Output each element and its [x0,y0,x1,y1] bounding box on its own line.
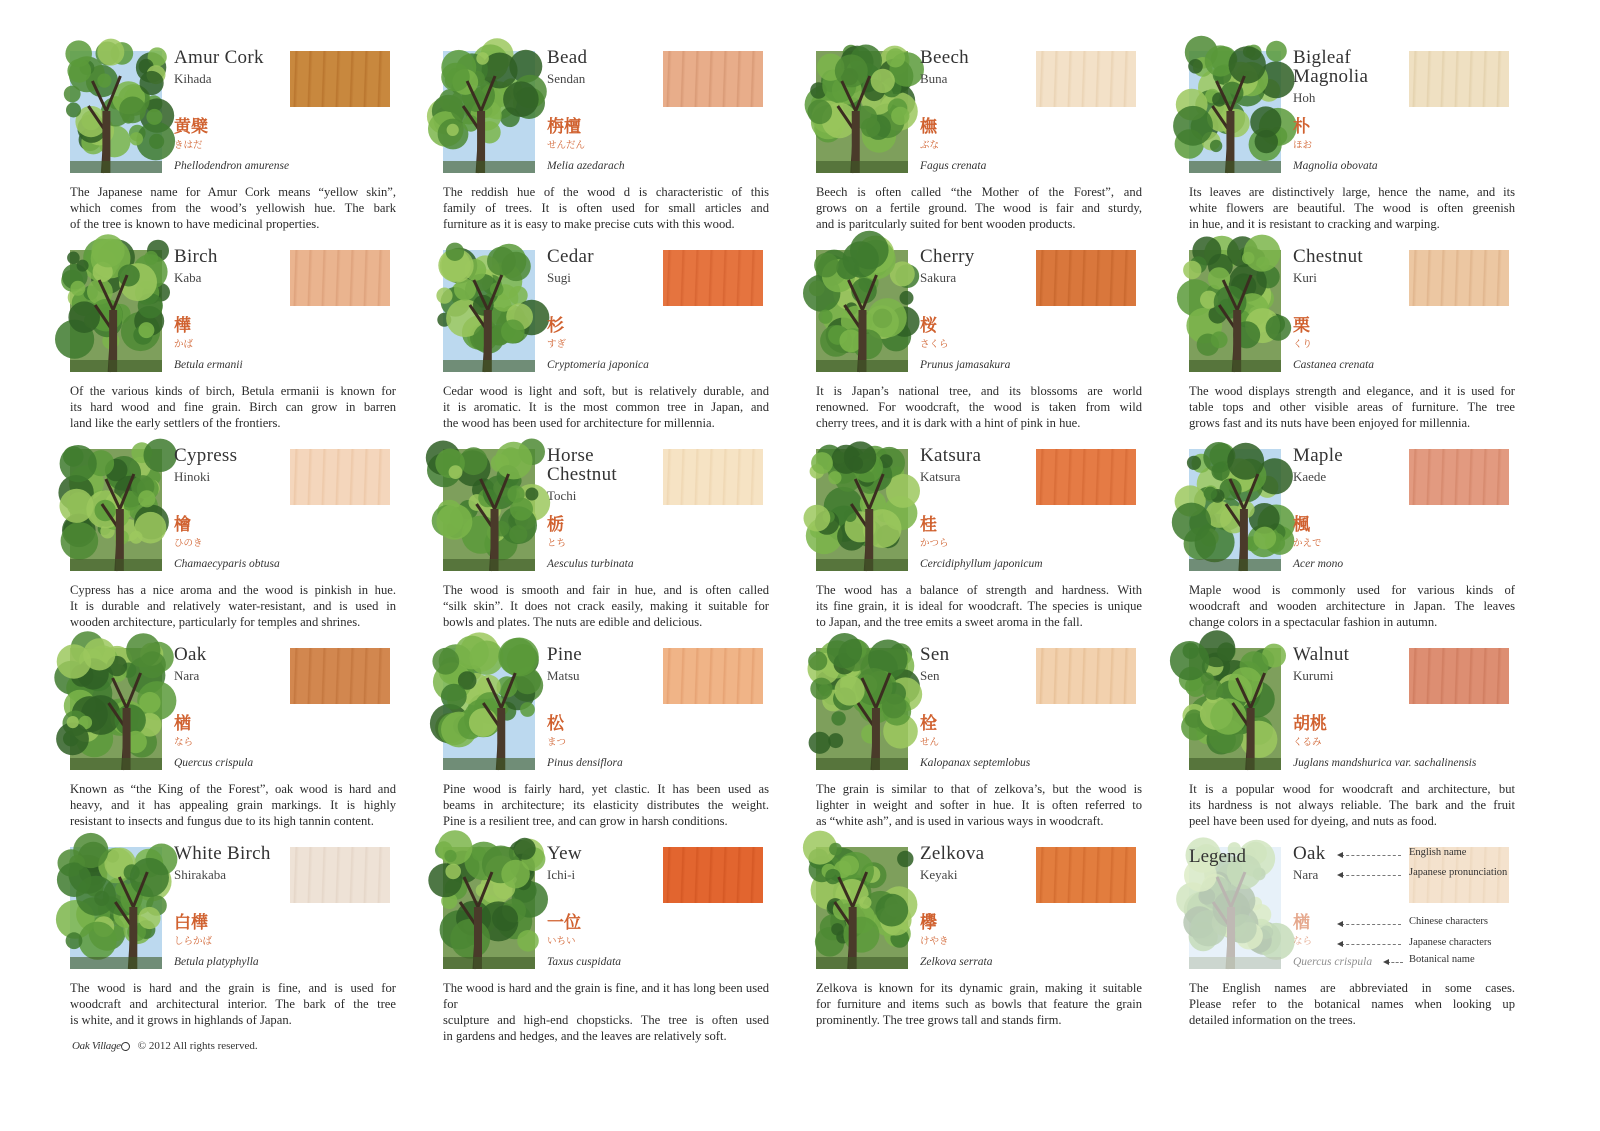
tree-description [443,582,769,630]
japanese-pronunciation: Sendan [547,71,586,86]
wood-swatch [1409,250,1509,306]
tree-description [1189,184,1515,232]
tree-photo [1189,51,1281,173]
description-line: of the tree is known to have medicinal properties. [70,217,320,231]
description-line: The wood is smooth and fair in hue, and is often called [443,583,769,597]
japanese-pronunciation: Sugi [547,270,571,285]
wood-swatch [663,250,763,306]
description-line: It is Japan’s national tree, and its blossoms are world [816,384,1142,398]
tree-card-amur-cork [70,48,403,238]
japanese-characters: くるみ [1293,737,1322,748]
legend-label-pronunciation: Japanese pronunciation [1409,867,1508,878]
legend-card [1189,844,1522,1034]
english-name: Oak [174,644,207,665]
tree-description [70,184,396,232]
chinese-characters: 欅 [920,913,937,933]
tree-card-walnut [1189,645,1522,835]
english-name: Birch [174,246,218,267]
description-line: family of trees. It is often used for small articles and [443,201,769,215]
chinese-characters: 一位 [547,913,581,933]
tree-description [816,383,1142,431]
tree-description [816,781,1142,829]
japanese-pronunciation: Katsura [920,469,961,484]
tree-description [1189,781,1515,829]
botanical-name: Kalopanax septemlobus [920,757,1031,769]
botanical-name: Castanea crenata [1293,359,1375,371]
japanese-characters: すぎ [547,339,567,350]
tree-photo [443,847,535,969]
botanical-name: Fagus crenata [920,160,987,172]
tree-description [70,383,396,431]
description-line: is white, and it grows in highlands of Japan. [70,1013,292,1027]
tree-card-katsura [816,446,1149,636]
chinese-characters: 黄檗 [174,117,208,137]
arrow-botanical [1387,962,1403,963]
japanese-characters: せんだん [547,140,586,151]
description-line: its hardness is not always reliable. The bark and the fruit [1189,798,1515,812]
legend-label-english: English name [1409,847,1467,858]
description-line: which comes from the wood’s yellowish hue. The bark [70,201,396,215]
tree-description [443,383,769,431]
japanese-pronunciation: Kurumi [1293,668,1334,683]
english-name: White Birch [174,843,271,864]
tree-card-chestnut [1189,247,1522,437]
description-line: renowned. For woodcraft, the wood is taken from wild [816,400,1142,414]
description-line: Maple wood is commonly used for various kinds of [1189,583,1515,597]
chinese-characters: 栃 [547,515,564,535]
tree-photo [816,648,908,770]
english-name: Chestnut [1293,246,1363,267]
botanical-name: Juglans mandshurica var. sachalinensis [1293,757,1477,769]
japanese-characters: まつ [547,737,567,748]
description-line: in gardens and hedges, and the leaves are relatively soft. [443,1029,727,1043]
description-line: Zelkova is known for its dynamic grain, making it suitable [816,981,1142,995]
description-line: heavy, and it has appealing grain markings. It is highly [70,798,396,812]
japanese-characters: ぶな [920,140,940,151]
description-line: grows on a fertile ground. The wood is fair and sturdy, [816,201,1142,215]
english-name: Pine [547,644,582,665]
english-name: Yew [547,843,582,864]
botanical-name: Pinus densiflora [547,757,623,769]
chinese-characters: 杉 [547,316,564,336]
description-line: Please refer to the botanical names when looking up [1189,997,1515,1011]
legend-japanese-pronunciation: Nara [1293,867,1319,882]
description-line: and is paritcularly suited for bent wooden products. [816,217,1076,231]
tree-photo [816,51,908,173]
japanese-pronunciation: Sen [920,668,940,683]
description-line: its hard wood and fine grain. Birch can grow in barren [70,400,396,414]
description-line: It is a popular wood for woodcraft and architecture, but [1189,782,1515,796]
japanese-pronunciation: Hoh [1293,90,1316,105]
tree-photo [70,51,162,173]
english-name: Cherry [920,246,975,267]
tree-description [816,184,1142,232]
japanese-pronunciation: Kuri [1293,270,1317,285]
legend-chinese-characters: 楢 [1293,913,1310,933]
description-line: peel have been used for dyeing, and nuts as food. [1189,814,1437,828]
tree-description [70,781,396,829]
description-line: bowls and plates. The nuts are edible and delicious. [443,615,703,629]
description-line: lighter in weight and softer in hue. It is often referred to [816,798,1142,812]
japanese-characters: しらかば [174,936,213,947]
japanese-pronunciation: Tochi [547,488,577,503]
chinese-characters: 檜 [174,515,191,535]
tree-card-cherry [816,247,1149,437]
tree-card-white-birch [70,844,403,1034]
footer [72,1040,258,1052]
legend-japanese-characters: なら [1293,936,1313,947]
description-line: grows fast and its nuts have been enjoyed for millennia. [1189,416,1471,430]
legend-botanical-name: Quercus crispula [1293,956,1373,968]
english-name: Bigleaf Magnolia [1293,47,1369,87]
japanese-characters: いちい [547,936,576,947]
botanical-name: Betula ermanii [174,359,243,371]
english-name: Bead [547,47,588,68]
description-line: beams in architecture; its elasticity distributes the weight. [443,798,769,812]
arrow-chinese [1341,924,1401,925]
chinese-characters: 栓 [920,714,937,734]
tree-card-oak [70,645,403,835]
description-line: to Japan, and the tree emits a sweet aroma in the fall. [816,615,1083,629]
tree-photo [816,847,908,969]
chinese-characters: 橅 [920,117,937,137]
description-line: detailed information on the trees. [1189,1013,1356,1027]
botanical-name: Cryptomeria japonica [547,359,649,371]
description-line: furniture as it is easy to make precise cuts with this wood. [443,217,735,231]
tree-photo [443,51,535,173]
japanese-characters: かえで [1293,538,1322,549]
description-line: for furniture and items such as bowls that feature the grain [816,997,1142,1011]
description-line: The reddish hue of the wood d is characteristic of this [443,185,769,199]
wood-swatch [1409,51,1509,107]
description-line: it is aromatic. It is the most common tree in Japan, and [443,400,769,414]
description-line: white flowers are beautiful. The wood is often greenish [1189,201,1515,215]
japanese-pronunciation: Kaede [1293,469,1327,484]
tree-card-zelkova [816,844,1149,1034]
chinese-characters: 桂 [920,515,937,535]
description-line: The wood is hard and the grain is fine, and is used for [70,981,396,995]
description-line: woodcraft and architectural interior. The bark of the tree [70,997,396,1011]
english-name: Beech [920,47,969,68]
tree-description [70,582,396,630]
chinese-characters: 栗 [1293,316,1310,336]
wood-swatch [1036,449,1136,505]
description-line: Its leaves are distinctively large, hence the name, and its [1189,185,1515,199]
tree-card-maple [1189,446,1522,636]
description-line: The wood has a balance of strength and hardness. With [816,583,1142,597]
botanical-name: Melia azedarach [547,160,625,172]
description-line: land like the early settlers of the frontiers. [70,416,281,430]
legend-english-name: Oak [1293,843,1326,864]
tree-photo [70,847,162,969]
wood-swatch [1036,847,1136,903]
legend-label-botanical: Botanical name [1409,954,1475,965]
oak-village-logo: Oak Village [72,1040,130,1052]
description-line: The English names are abbreviated in some cases. [1189,981,1515,995]
botanical-name: Chamaecyparis obtusa [174,558,280,570]
japanese-characters: とち [547,538,567,549]
copyright-text: © 2012 All rights reserved. [137,1040,258,1052]
wood-swatch [290,648,390,704]
description-line: wooden architecture, particularly for temples and shrines. [70,615,361,629]
legend-label-japanese: Japanese characters [1409,937,1492,948]
tree-description [816,582,1142,630]
wood-swatch [1409,648,1509,704]
botanical-name: Aesculus turbinata [547,558,634,570]
description-line: woodcraft and wooden architecture in Japan. The leaves [1189,599,1515,613]
wood-swatch [1036,51,1136,107]
botanical-name: Betula platyphylla [174,956,259,968]
description-line: “silk skin”. It does not crack easily, making it suitable for [443,599,769,613]
tree-photo [1189,648,1281,770]
english-name: Amur Cork [174,47,264,68]
description-line: resistant to insects and fungus due to its high tannin content. [70,814,374,828]
chinese-characters: 栴檀 [547,117,581,137]
japanese-pronunciation: Ichi-i [547,867,576,882]
legend-description [1189,980,1515,1028]
tree-card-beech [816,48,1149,238]
chinese-characters: 朴 [1293,117,1310,137]
botanical-name: Acer mono [1293,558,1344,570]
description-line: in hue, and it is resistant to cracking and warping. [1189,217,1440,231]
english-name: Horse Chestnut [547,445,617,485]
tree-photo [816,449,908,571]
tree-photo [1189,449,1281,571]
description-line: The wood displays strength and elegance, and it is used for [1189,384,1515,398]
wood-swatch [663,648,763,704]
tree-photo [1189,250,1281,372]
tree-description [816,980,1142,1028]
wood-swatch [290,51,390,107]
wood-swatch [663,449,763,505]
tree-photo [816,250,908,372]
chinese-characters: 楓 [1293,515,1310,535]
arrow-english [1341,855,1401,856]
botanical-name: Quercus crispula [174,757,254,769]
japanese-pronunciation: Sakura [920,270,957,285]
wood-swatch [1036,648,1136,704]
japanese-pronunciation: Buna [920,71,948,86]
tree-photo [443,250,535,372]
description-line: cherry trees, and it is dark with a hint of pink in hue. [816,416,1081,430]
wood-swatch [1409,449,1509,505]
description-line: The grain is similar to that of zelkova’s, but the wood is [816,782,1142,796]
description-line: Pine wood is fairly hard, yet clastic. It has been used as [443,782,769,796]
botanical-name: Prunus jamasakura [920,359,1011,371]
legend-title: Legend [1189,846,1246,867]
chinese-characters: 楢 [174,714,191,734]
botanical-name: Taxus cuspidata [547,956,622,968]
description-line: table tops and other visible areas of furniture. The tree [1189,400,1515,414]
wood-swatch [290,847,390,903]
description-line: Cedar wood is light and soft, but is relatively durable, and [443,384,769,398]
japanese-characters: ほお [1293,140,1313,151]
japanese-characters: けやき [920,936,949,947]
japanese-pronunciation: Matsu [547,668,580,683]
japanese-characters: なら [174,737,194,748]
chinese-characters: 桜 [920,316,937,336]
description-line: The Japanese name for Amur Cork means “yellow skin”, [70,185,396,199]
tree-photo [443,449,535,571]
tree-card-cypress [70,446,403,636]
wood-swatch [290,449,390,505]
tree-card-pine [443,645,776,835]
japanese-characters: ひのき [174,538,203,549]
tree-photo [70,648,162,770]
description-line: as “white ash”, and is used in various ways in woodcraft. [816,814,1104,828]
description-line: Beech is often called “the Mother of the Forest”, and [816,185,1142,199]
tree-card-bigleaf-magnolia [1189,48,1522,238]
japanese-characters: さくら [920,339,949,350]
wood-swatch [290,250,390,306]
english-name: Zelkova [920,843,985,864]
arrow-pronunciation [1341,875,1401,876]
tree-description [443,184,769,232]
arrow-japanese [1341,944,1401,945]
wood-swatch [663,51,763,107]
tree-card-yew [443,843,776,1043]
description-line: It is durable and relatively water-resistant, and is used in [70,599,396,613]
legend-label-chinese: Chinese characters [1409,916,1489,927]
tree-description [443,980,769,1044]
english-name: Walnut [1293,644,1350,665]
japanese-characters: せん [920,737,940,748]
english-name: Cypress [174,445,238,466]
chinese-characters: 胡桃 [1293,714,1327,734]
tree-description [1189,383,1515,431]
chinese-characters: 樺 [174,316,191,336]
tree-card-birch [70,247,403,437]
botanical-name: Zelkova serrata [920,956,993,968]
english-name: Maple [1293,445,1344,466]
japanese-characters: かば [174,339,194,350]
japanese-pronunciation: Shirakaba [174,867,226,882]
tree-description [70,980,396,1028]
tree-photo [443,648,535,770]
tree-card-sen [816,645,1149,835]
japanese-characters: くり [1293,339,1313,350]
tree-photo [70,250,162,372]
description-line: The wood is hard and the grain is fine, and it has long been used for [443,981,769,1011]
description-line: the wood has been used for architecture for millennia. [443,416,715,430]
english-name: Katsura [920,445,982,466]
botanical-name: Magnolia obovata [1293,160,1378,172]
japanese-pronunciation: Kihada [174,71,212,86]
description-line: change colors in a spectacular fashion in autumn. [1189,615,1438,629]
wood-swatch [1036,250,1136,306]
description-line: Cypress has a nice aroma and the wood is pinkish in hue. [70,583,396,597]
english-name: Sen [920,644,950,665]
wood-swatch [663,847,763,903]
botanical-name: Phellodendron amurense [174,160,290,172]
description-line: its fine grain, it is ideal for woodcraft. The species is unique [816,599,1142,613]
english-name: Cedar [547,246,594,267]
tree-description [443,781,769,829]
tree-photo [70,449,162,571]
tree-card-cedar [443,247,776,437]
japanese-pronunciation: Keyaki [920,867,958,882]
description-line: Known as “the King of the Forest”, oak wood is hard and [70,782,396,796]
tree-description [1189,582,1515,630]
japanese-characters: きはだ [174,140,203,151]
japanese-pronunciation: Hinoki [174,469,211,484]
description-line: sculpture and high-end chopsticks. The tree is often used [443,1013,769,1027]
description-line: Of the various kinds of birch, Betula ermanii is known for [70,384,396,398]
japanese-pronunciation: Kaba [174,270,202,285]
tree-guide-sheet [70,48,1550,1048]
tree-card-bead [443,48,776,238]
description-line: Pine is a resilient tree, and can grow in harsh conditions. [443,814,728,828]
japanese-characters: かつら [920,538,949,549]
description-line: prominently. The tree grows tall and stands firm. [816,1013,1062,1027]
botanical-name: Cercidiphyllum japonicum [920,558,1043,570]
japanese-pronunciation: Nara [174,668,200,683]
tree-card-horse-chestnut [443,446,776,636]
chinese-characters: 松 [547,714,564,734]
chinese-characters: 白樺 [174,913,208,933]
